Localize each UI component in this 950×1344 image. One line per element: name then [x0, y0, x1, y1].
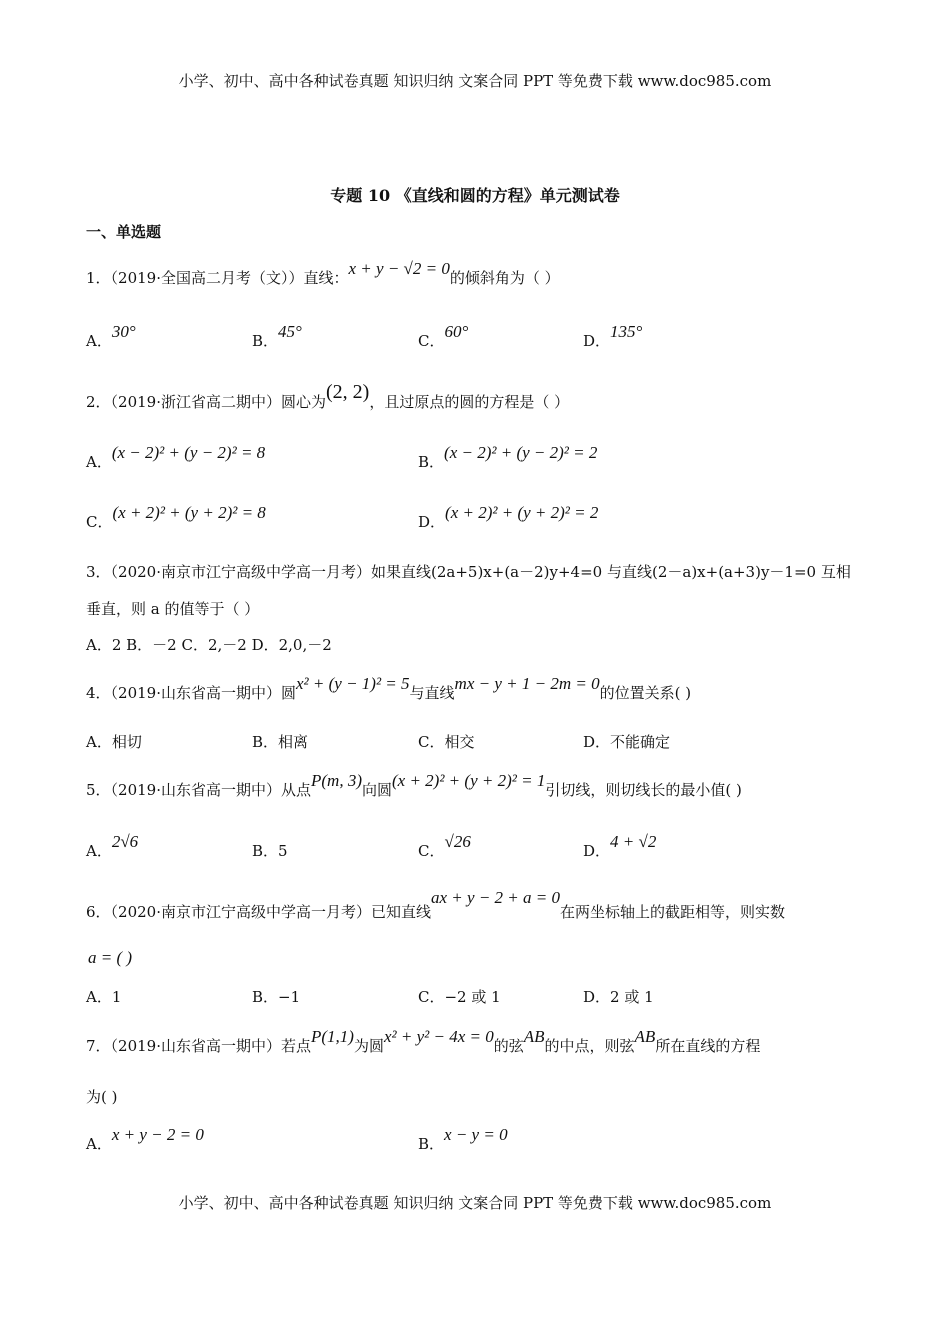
q7-math-point: P(1,1): [311, 1027, 354, 1046]
q5-option-c: C．√26: [418, 832, 471, 860]
q4-option-c: C．相交: [418, 733, 475, 751]
page-header: 小学、初中、高中各种试卷真题 知识归纳 文案合同 PPT 等免费下载 www.doc985.com: [178, 72, 772, 90]
q2-option-a: A．(x − 2)² + (y − 2)² = 8: [86, 443, 266, 471]
q7-math-circle: x² + y² − 4x = 0: [383, 1027, 494, 1046]
q5-option-b: B．5: [252, 842, 288, 860]
q7-option-b: B．x − y = 0: [418, 1125, 508, 1153]
question-6-stem: 6．（2020·南京市江宁高级中学高一月考）已知直线ax + y − 2 + a = 0在两坐标轴上的截距相等，则实数: [86, 888, 785, 921]
q6-option-c: C．−2 或 1: [418, 988, 501, 1006]
q4-math-line: mx − y + 1 − 2m = 0: [454, 674, 600, 693]
section-heading: 一、单选题: [86, 223, 162, 241]
q1-stem-b: 的倾斜角为（ ）: [449, 269, 560, 287]
q2-option-d: D．(x + 2)² + (y + 2)² = 2: [418, 503, 599, 531]
q7-math-chord: AB: [523, 1027, 545, 1046]
q4-option-b: B．相离: [252, 733, 309, 751]
q2-option-b: B．(x − 2)² + (y − 2)² = 2: [418, 443, 598, 471]
q7-math-chord-2: AB: [634, 1027, 656, 1046]
q5-math-point: P(m, 3): [311, 771, 362, 790]
question-6-line-2: a = ( ): [88, 948, 133, 967]
q4-option-a: A．相切: [86, 733, 142, 751]
question-1-stem: [86, 259, 560, 288]
q6-option-a: A．1: [86, 988, 122, 1006]
question-3-line-2: 垂直，则 a 的值等于（ ）: [86, 600, 260, 618]
q5-option-d: D．4 + √2: [583, 832, 657, 860]
question-7-line-2: 为( ): [86, 1088, 118, 1106]
q1-option-d: D．135°: [583, 322, 643, 350]
q5-math-circle: (x + 2)² + (y + 2)² = 1: [392, 771, 546, 790]
question-7-stem: 7．（2019·山东省高一期中）若点P(1,1)为圆x² + y² − 4x = 0的弦AB的中点，则弦AB所在直线的方程: [86, 1027, 761, 1055]
page-title: 专题 10 《直线和圆的方程》单元测试卷: [330, 186, 620, 205]
q2-math: (2, 2): [326, 381, 370, 403]
question-3-options: A．2 B．－2 C．2,－2 D．2,0,－2: [86, 636, 332, 654]
q4-option-d: D．不能确定: [583, 733, 671, 751]
q1-option-b: B．45°: [252, 322, 302, 350]
q6-option-d: D．2 或 1: [583, 988, 654, 1006]
q1-option-c: C．60°: [418, 322, 469, 350]
q6-math: ax + y − 2 + a = 0: [431, 888, 560, 907]
q2-option-c: C．(x + 2)² + (y + 2)² = 8: [86, 503, 266, 531]
question-2-stem: [86, 381, 570, 413]
q7-option-a: A．x + y − 2 = 0: [86, 1125, 204, 1153]
question-4-stem: 4．（2019·山东省高一期中）圆x² + (y − 1)² = 5与直线mx − y + 1 − 2m = 0的位置关系( ): [86, 674, 692, 702]
q1-stem-a: 1．（2019·全国高二月考（文））直线：: [86, 269, 349, 287]
q1-math: x + y − √2 = 0: [348, 259, 450, 278]
q4-math-circle: x² + (y − 1)² = 5: [296, 674, 410, 693]
page-footer: 小学、初中、高中各种试卷真题 知识归纳 文案合同 PPT 等免费下载 www.doc985.com: [178, 1194, 772, 1212]
question-5-stem: 5．（2019·山东省高一期中）从点P(m, 3)向圆(x + 2)² + (y + 2)² = 1引切线，则切线长的最小值( ): [86, 771, 742, 799]
q2-stem-a: 2．（2019·浙江省高二期中）圆心为: [86, 393, 326, 411]
question-3-line-1: 3．（2020·南京市江宁高级中学高一月考）如果直线(2a+5)x+(a－2)y+4=0 与直线(2－a)x+(a+3)y－1=0 互相: [86, 563, 851, 581]
q1-option-a: A．30°: [86, 322, 136, 350]
q6-option-b: B．−1: [252, 988, 301, 1006]
q2-stem-b: ，且过原点的圆的方程是（ ）: [369, 393, 570, 411]
q5-option-a: A．2√6: [86, 832, 139, 860]
